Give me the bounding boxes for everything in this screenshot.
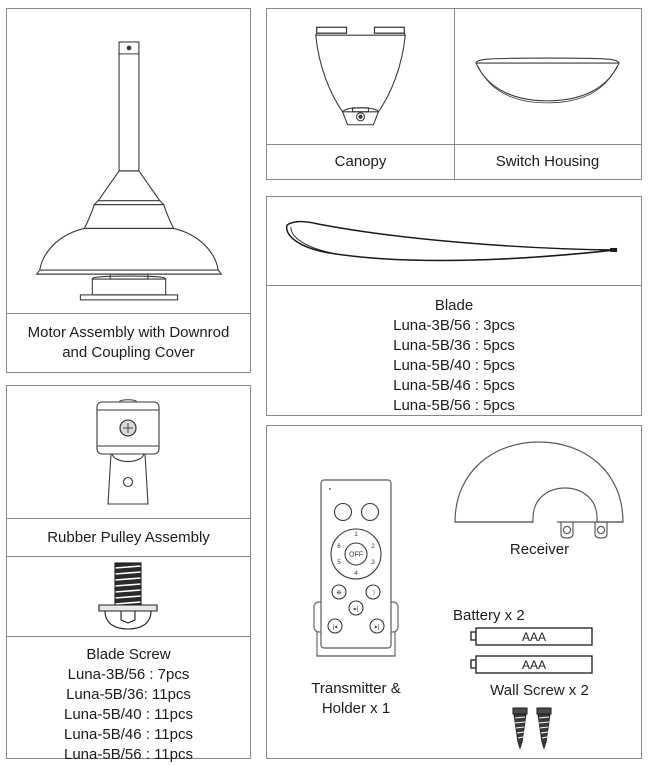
transmitter-caption-line-2: Holder x 1 [321,700,391,717]
blade-screw-caption [7,637,250,763]
blade-screw-qty-5: Luna-5B/56 : 11pcs [64,746,193,763]
blade-screw-illustration [7,557,250,637]
blade-screw-qty-1: Luna-3B/56 : 7pcs [67,666,190,683]
cell-canopy [267,9,455,179]
receiver-illustration [447,436,632,541]
switch-housing-illustration [454,9,641,144]
canopy-caption-text: Canopy [334,153,387,170]
battery-cell-label-2: AAA [521,658,547,672]
dial-label-4: 4 [354,570,358,577]
cell-switch-housing [454,9,641,179]
rubber-pulley-caption-text: Rubber Pulley Assembly [47,528,210,546]
svg-text:☽: ☽ [370,590,376,597]
blade-qty-2: Luna-5B/36 : 5pcs [393,337,515,354]
motor-caption-line-1: Motor Assembly with Downrod [27,324,230,341]
blade-qty-3: Luna-5B/40 : 5pcs [393,357,515,374]
blade-qty-5: Luna-5B/56 : 5pcs [393,397,515,414]
panel-remote-kit [266,425,642,759]
motor-assembly-illustration [7,9,250,313]
blade-caption [267,285,641,415]
blade-qty-4: Luna-5B/46 : 5pcs [393,377,515,394]
battery-caption-text: Battery x 2 [453,607,525,624]
svg-text:▸|: ▸| [353,606,359,613]
svg-text:|◂: |◂ [332,624,338,631]
motor-caption-line-2: and Coupling Cover [62,344,195,361]
canopy-illustration [267,9,454,144]
switch-housing-caption-text: Switch Housing [495,153,600,170]
dial-label-1: 1 [354,531,358,538]
svg-text:▸|: ▸| [374,624,380,631]
wall-screw-caption-text: Wall Screw x 2 [490,682,589,699]
battery-cell-label-1: AAA [521,630,547,644]
dial-label-5: 5 [337,559,341,566]
svg-text:❉: ❉ [336,590,342,597]
blade-screw-qty-4: Luna-5B/46 : 11pcs [64,726,193,743]
dial-center-label-text: OFF [349,551,363,559]
panel-pulley-and-blade-screw [6,385,251,763]
receiver-caption [447,538,632,562]
transmitter-caption [275,674,437,724]
motor-assembly-caption [7,313,250,372]
blade-illustration [267,197,641,285]
switch-housing-caption [454,144,641,179]
blade-screw-qty-3: Luna-5B/40 : 11pcs [64,706,193,723]
panel-motor-assembly [6,8,251,373]
transmitter-illustration [281,474,431,674]
battery-illustration [467,626,617,678]
blade-title: Blade [434,297,474,314]
dial-label-3: 3 [371,559,375,566]
transmitter-caption-line-1: Transmitter & [311,680,401,697]
dial-label-2: 2 [371,543,375,550]
battery-caption [447,602,632,624]
canopy-caption [267,144,454,179]
panel-canopy-switch-housing [266,8,642,180]
rubber-pulley-caption [7,519,250,557]
wall-screw-caption [447,680,632,702]
receiver-caption-text: Receiver [509,541,570,558]
dial-label-6: 6 [337,543,341,550]
blade-screw-qty-2: Luna-5B/36: 11pcs [66,686,191,703]
rubber-pulley-illustration [7,386,250,519]
wall-screw-illustration [489,704,569,752]
blade-qty-1: Luna-3B/56 : 3pcs [393,317,515,334]
panel-blade [266,196,642,416]
blade-screw-title: Blade Screw [86,646,171,663]
